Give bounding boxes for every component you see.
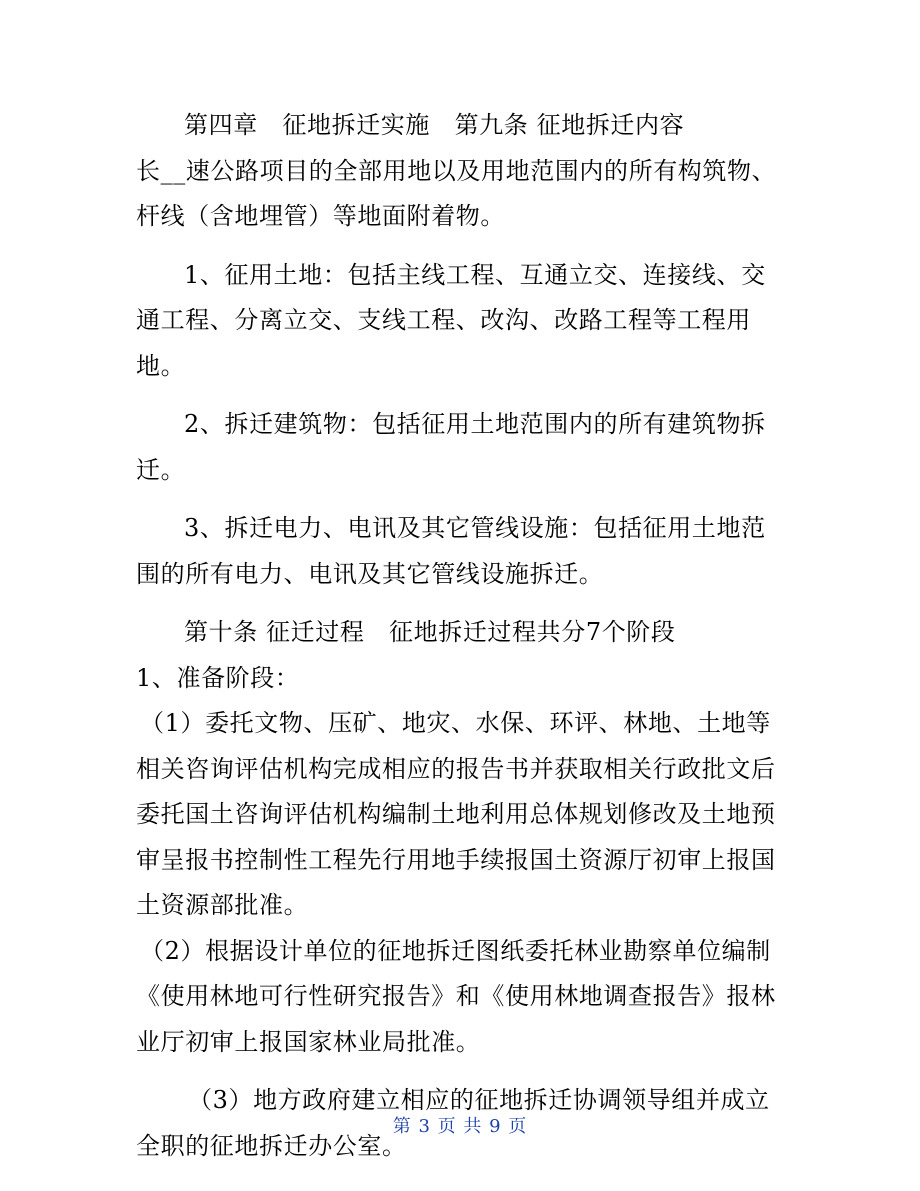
paragraph-sub-2: （2）根据设计单位的征地拆迁图纸委托林业勘察单位编制《使用林地可行性研究报告》和《使用林地调查报告》报林业厅初审上报国家林业局批准。 <box>136 936 776 1056</box>
paragraph-scope: 长__速公路项目的全部用地以及用地范围内的所有构筑物、杆线（含地埋管）等地面附着物。 <box>136 156 777 230</box>
paragraph-item-2: 2、拆迁建筑物：包括征用土地范围内的所有建筑物拆迁。 <box>136 410 766 484</box>
stage-one-heading: 1、准备阶段： <box>136 663 300 692</box>
document-body <box>136 103 784 1169</box>
paragraph-sub-1: （1）委托文物、压矿、地灾、水保、环评、林地、土地等相关咨询评估机构完成相应的报告书并获取相关行政批文后委托国土咨询评估机构编制土地利用总体规划修改及土地预审呈报书控制性工程先行用地手续报国土资源厅初审上报国土资源部批准。 <box>136 709 776 919</box>
chapter-heading: 第四章 征地拆迁实施 第九条 征地拆迁内容 <box>184 111 685 139</box>
paragraph-sub-3: （3）地方政府建立相应的征地拆迁协调领导组并成立全职的征地拆迁办公室。 <box>136 1086 770 1160</box>
paragraph-item-1: 1、征用土地：包括主线工程、互通立交、连接线、交通工程、分离立交、支线工程、改沟、改路工程等工程用地。 <box>136 260 766 380</box>
paragraph-item-3: 3、拆迁电力、电讯及其它管线设施：包括征用土地范围的所有电力、电讯及其它管线设施拆迁。 <box>136 514 766 588</box>
page-number-footer: 第 3 页 共 9 页 <box>392 1116 528 1137</box>
article-ten-heading: 第十条 征迁过程 征地拆迁过程共分7个阶段 <box>184 618 676 646</box>
